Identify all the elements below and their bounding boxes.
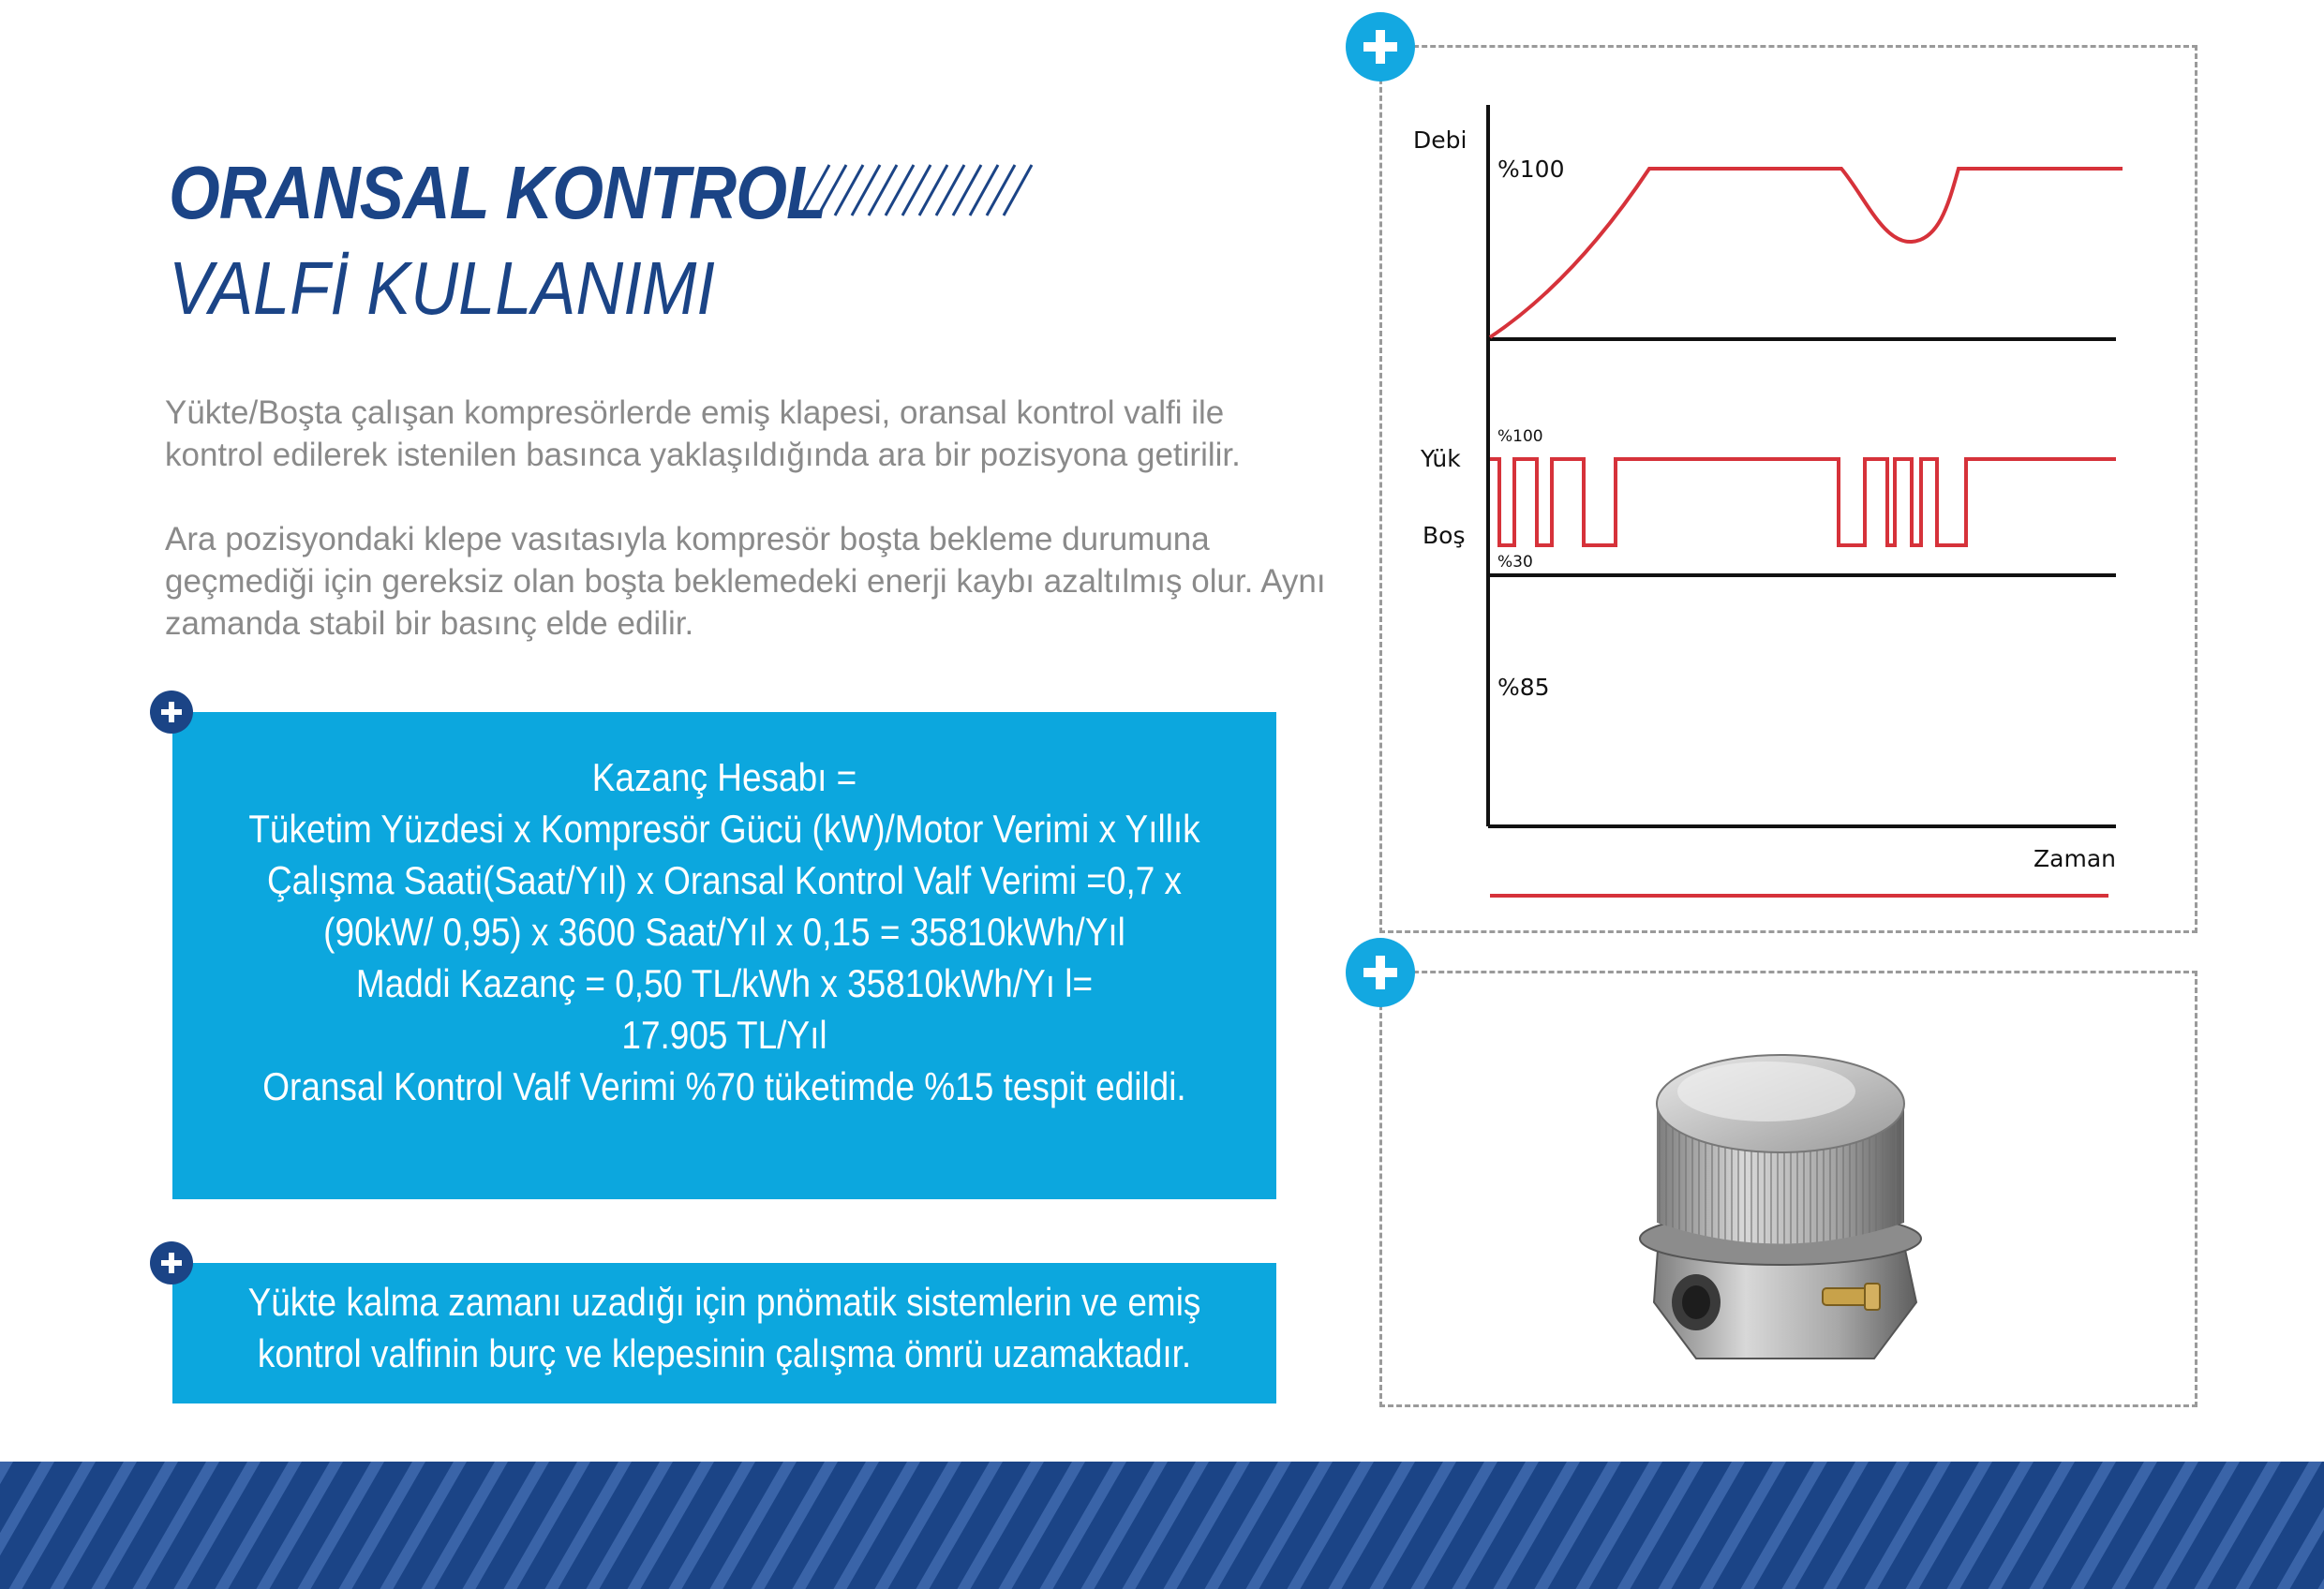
calculation-line: Çalışma Saati(Saat/Yıl) x Oransal Kontrol Valf Verimi =0,7 x: [266, 858, 1183, 902]
calculation-line: Oransal Kontrol Valf Verimi %70 tüketimde %15 tespit edildi.: [262, 1064, 1186, 1108]
flow-curve: [1490, 169, 2123, 337]
lifetime-box: [172, 1263, 1276, 1403]
label-85: %85: [1497, 674, 1550, 701]
calculation-line: Kazanç Hesabı =: [591, 755, 857, 799]
calculation-line: Tüketim Yüzdesi x Kompresör Gücü (kW)/Motor Verimi x Yıllık: [248, 807, 1200, 851]
plus-icon: [150, 1241, 193, 1285]
label-bos: Boş: [1423, 522, 1466, 549]
calculation-line: (90kW/ 0,95) x 3600 Saat/Yıl x 0,15 = 35810kWh/Yıl: [323, 910, 1125, 954]
footer-stripes: [0, 1462, 2324, 1589]
label-bos-30: %30: [1497, 553, 1533, 572]
load-unload-curve: [1490, 459, 2116, 545]
valve-image: [1593, 993, 1987, 1387]
lifetime-line: Yükte kalma zamanı uzadığı için pnömatik sistemlerin ve emiş: [247, 1280, 1201, 1324]
intro-paragraph-2: Ara pozisyondaki klepe vasıtasıyla kompresör boşta bekleme durumuna geçmediği için gereksiz olan boşta beklemedeki enerji kaybı azaltılmış olur. Aynı zamanda stabil bir basınç elde edilir.: [165, 521, 1326, 642]
calculation-line: 17.905 TL/Yıl: [621, 1013, 827, 1057]
label-yuk: Yük: [1421, 445, 1461, 472]
plus-icon: [1346, 938, 1415, 1007]
label-zaman: Zaman: [2034, 845, 2116, 872]
page-title: ORANSAL KONTROL: [169, 151, 827, 234]
label-yuk-100: %100: [1497, 427, 1543, 446]
lifetime-line: kontrol valfinin burç ve klepesinin çalışma ömrü uzamaktadır.: [257, 1331, 1192, 1375]
label-debi: Debi: [1413, 126, 1467, 154]
intro-paragraph-1: Yükte/Boşta çalışan kompresörlerde emiş klapesi, oransal kontrol valfi ile kontrol edilerek istenilen basınca yaklaşıldığında ara bir pozisyona getirilir.: [165, 394, 1241, 473]
label-debi-100: %100: [1497, 156, 1565, 183]
page-subtitle: VALFİ KULLANIMI: [169, 246, 715, 330]
calculation-line: Maddi Kazanç = 0,50 TL/kWh x 35810kWh/Yı l=: [355, 961, 1094, 1005]
